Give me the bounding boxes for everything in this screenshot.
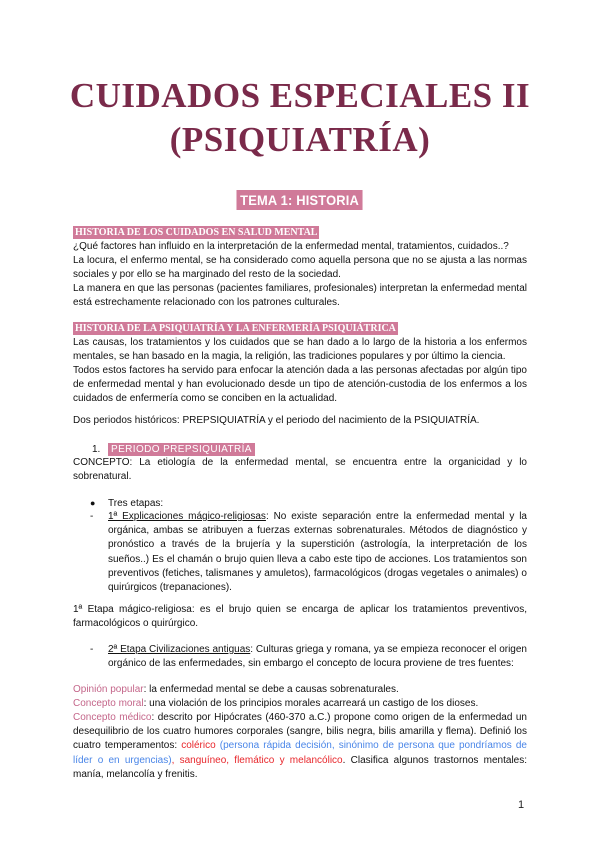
section-heading-psiquiatria: HISTORIA DE LA PSIQUIATRÍA Y LA ENFERMERÍA PSIQUIÁTRICA (75, 323, 396, 334)
stage1-title: 1ª Explicaciones mágico-religiosas (108, 511, 266, 522)
tema-heading-wrap (0, 190, 600, 210)
paragraph-question: ¿Qué factores han influido en la interpretación de la enfermedad mental, tratamientos, cuidados..? (73, 241, 509, 252)
paragraph-stage2 (108, 643, 527, 671)
tres-etapas-label: Tres etapas: (108, 498, 164, 509)
paragraph-stage1 (108, 510, 527, 595)
paragraph-opinion-popular (73, 683, 527, 697)
stage1-text: : No existe separación entre la enfermedad mental y la orgánica, ambas se atribuyen a fuerzas externas sobrenaturales. Métodos de diagnóstico y pronóstico a través de la brujería y la superstición (astrología, la interpretación de los sueños..) Es el chamán o brujo quien lleva a cabo este tipo de acciones. Los tratamientos son preventivos (fetiches, talismanes y amuletos), farmacológicos (drogas vegetales o animales) o quirúrgicos (trepanaciones). (108, 511, 527, 594)
period-label: PERIODO PREPSIQUIATRÍA (108, 443, 255, 456)
colerico-term: colérico (181, 740, 216, 752)
medico-text: : descrito por Hipócrates (460-370 a.C.) propone como origen de la enfermedad un desequilibrio de los cuatro humores corporales (sangre, bilis negra, bilis amarilla y flema). Definió los cuatro temperamentos: (73, 712, 527, 752)
page-number: 1 (518, 799, 525, 811)
medico-label: Concepto médico (73, 712, 152, 723)
paragraph-concepto (73, 456, 527, 484)
stage2-title: 2ª Etapa Civilizaciones antiguas (108, 644, 251, 655)
paragraph-concepto-moral (73, 697, 527, 711)
moral-text: : una violación de los principios morales acarreará un castigo de los dioses. (143, 698, 479, 709)
stage2-text: : Culturas griega y romana, ya se empieza reconocer el origen orgánico de las enfermedades, sin embargo el concepto de locura proviene de tres fuentes: (108, 644, 527, 670)
medico-closing: . Clasifica algunos trastornos mentales: manía, melancolía y frenitis. (73, 754, 528, 780)
concept-text: La etiología de la enfermedad mental, se encuentra entre la organicidad y lo sobrenatural. (73, 457, 527, 483)
paragraph-causas: Las causas, los tratamientos y los cuidados que se han dado a lo largo de la historia a los enfermos mentales, se han basado en la magia, la religión, las tradiciones populares y por último la ciencia. (73, 337, 527, 363)
paragraph-concepto-medico (73, 711, 527, 782)
paragraph-periodos: Dos periodos históricos: PREPSIQUIATRÍA y el periodo del nacimiento de la PSIQUIATRÍA. (73, 415, 480, 426)
paragraph-factores: Todos estos factores ha servido para enfocar la atención dada a las personas afectadas por algún tipo de enfermedad mental y han evolucionado desde un tipo de atención-custodia de los enfermos a los cuidados de enfermería como se conciben en la actualidad. (73, 365, 527, 405)
concept-label: CONCEPTO: (73, 457, 133, 468)
popular-label: Opinión popular (73, 684, 144, 695)
section-heading-salud-mental: HISTORIA DE LOS CUIDADOS EN SALUD MENTAL (75, 227, 318, 238)
document-title (40, 74, 560, 162)
title-line-2: (PSIQUIATRÍA) (169, 120, 431, 159)
list-number: 1. (92, 444, 101, 455)
colerico-description: (persona rápida decisión, sinónimo de persona que pondríamos de líder o en urgencias) (73, 740, 527, 766)
other-temperaments: , sanguíneo, flemático y melancólico (171, 754, 343, 766)
tema-heading: TEMA 1: HISTORIA (237, 190, 363, 210)
dash-marker-stage1: - (90, 511, 94, 522)
title-line-1: CUIDADOS ESPECIALES II (69, 76, 531, 115)
popular-text: : la enfermedad mental se debe a causas sobrenaturales. (143, 684, 399, 695)
dash-marker-stage2: - (90, 644, 94, 655)
moral-label: Concepto moral (73, 698, 144, 709)
paragraph-locura: La locura, el enfermo mental, se ha considerado como aquella persona que no se ajusta a las normas sociales y por ello se ha marginado del resto de la sociedad. (73, 255, 527, 281)
bullet-icon: ● (90, 498, 96, 508)
paragraph-stage1-summary: 1ª Etapa mágico-religiosa: es el brujo quien se encarga de aplicar los tratamientos preventivos, farmacológicos o quirúrgico. (73, 604, 527, 630)
paragraph-patrones: La manera en que las personas (pacientes familiares, profesionales) interpretan la enfermedad mental está estrechamente relacionado con los patrones culturales. (73, 283, 527, 309)
